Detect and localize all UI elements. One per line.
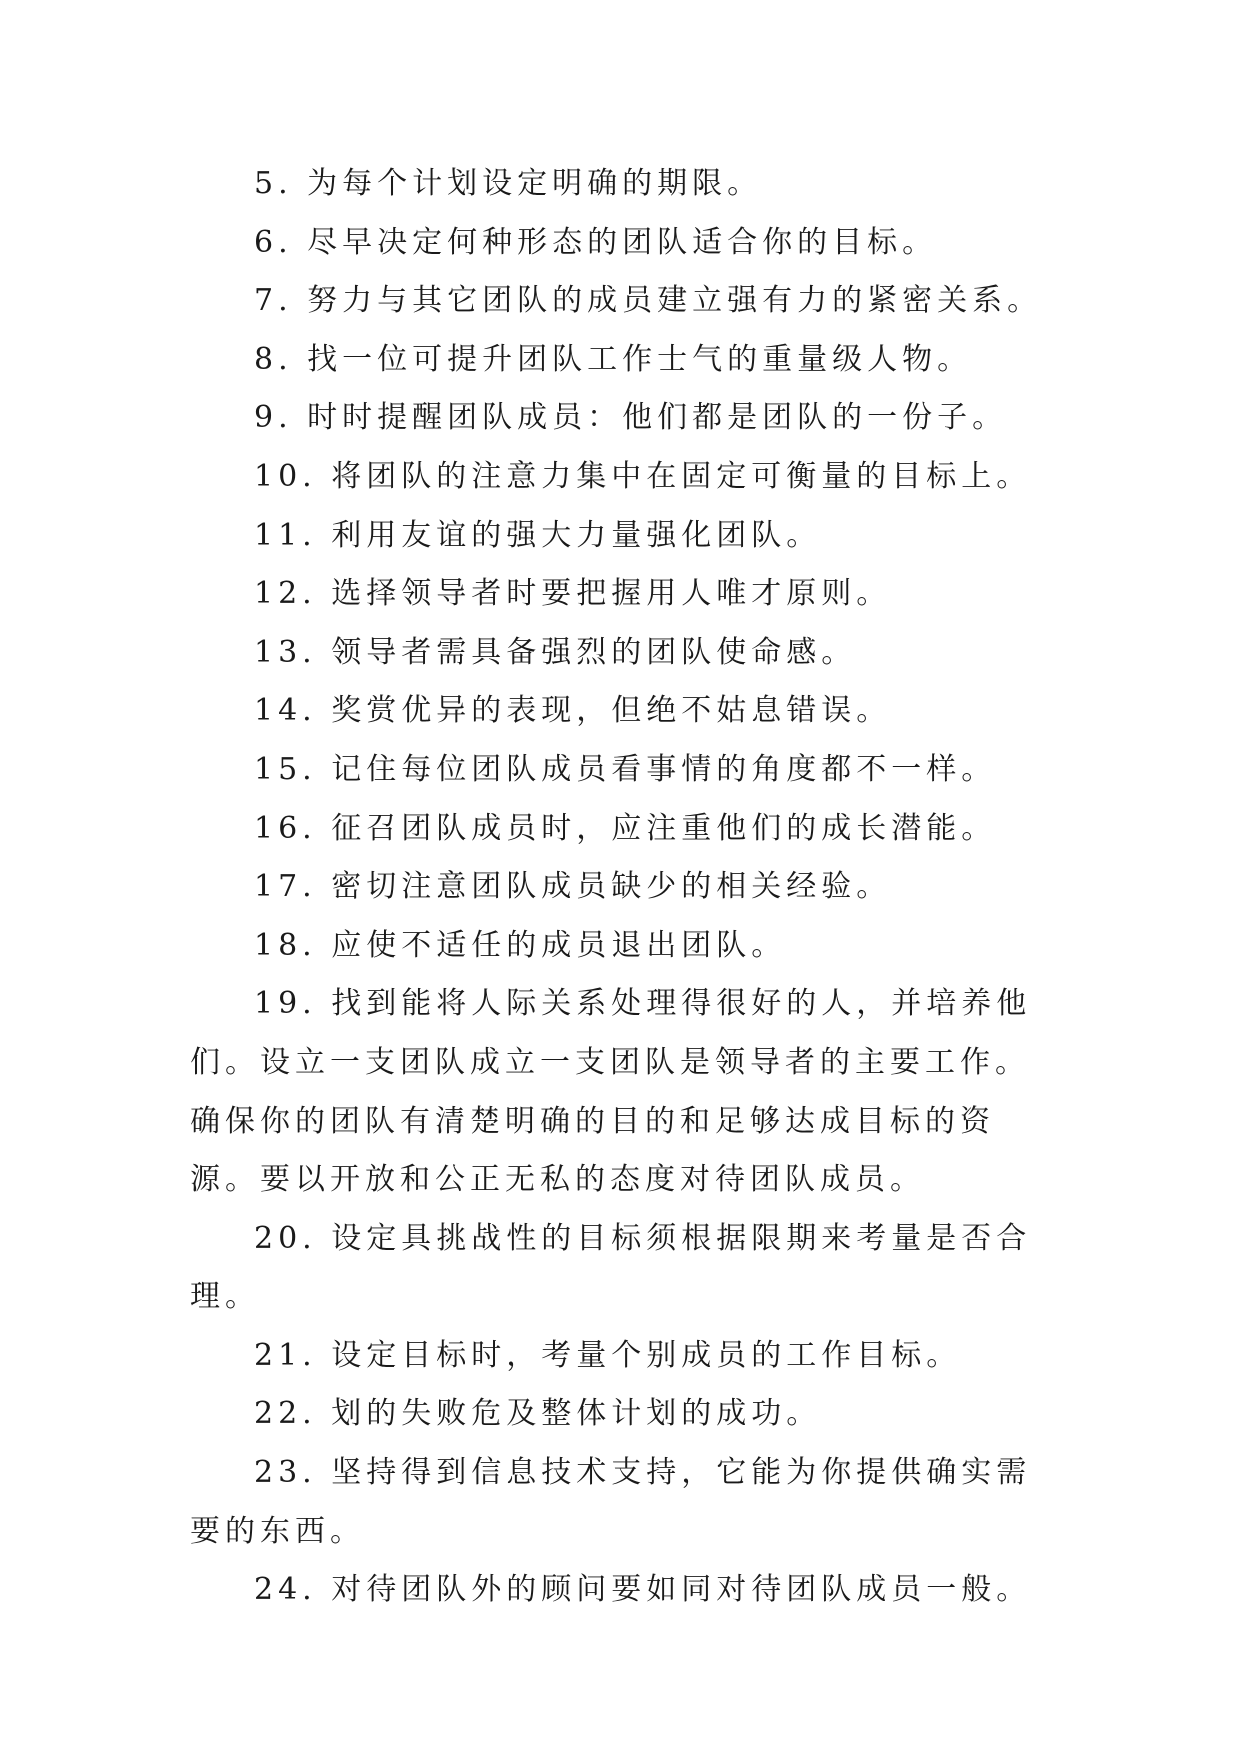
paragraph-item-14: 14. 奖赏优异的表现，但绝不姑息错误。 [254,693,892,729]
paragraph-item-12: 12. 选择领导者时要把握用人唯才原则。 [254,576,892,612]
paragraph-item-7: 7. 努力与其它团队的成员建立强有力的紧密关系。 [254,283,1043,319]
paragraph-item-11: 11. 利用友谊的强大力量强化团队。 [254,517,822,553]
paragraph-item-10: 10. 将团队的注意力集中在固定可衡量的目标上。 [254,458,1032,494]
paragraph-item-19: 19. 找到能将人际关系处理得很好的人，并培养他们。设立一支团队成立一支团队是领导者的主要工作。确保你的团队有清楚明确的目的和足够达成目标的资源。要以开放和公正无私的态度对待团队成员。 [190,986,1032,1198]
paragraph-item-5: 5. 为每个计划设定明确的期限。 [254,166,763,201]
paragraph-item-16: 16. 征召团队成员时，应注重他们的成长潜能。 [254,810,997,846]
paragraph-item-24: 24. 对待团队外的顾问要如同对待团队成员一般。 [254,1572,1032,1608]
paragraph-item-20: 20. 设定具挑战性的目标须根据限期来考量是否合理。 [190,1220,1032,1315]
paragraph-item-15: 15. 记住每位团队成员看事情的角度都不一样。 [254,751,997,787]
paragraph-item-6: 6. 尽早决定何种形态的团队适合你的目标。 [254,224,938,260]
paragraph-item-9: 9. 时时提醒团队成员：他们都是团队的一份子。 [254,400,1008,436]
paragraph-item-8: 8. 找一位可提升团队工作士气的重量级人物。 [254,341,973,377]
paragraph-item-17: 17. 密切注意团队成员缺少的相关经验。 [254,869,892,905]
paragraph-item-18: 18. 应使不适任的成员退出团队。 [254,927,787,963]
paragraph-item-13: 13. 领导者需具备强烈的团队使命感。 [254,634,857,670]
paragraph-item-22: 22. 划的失败危及整体计划的成功。 [254,1396,822,1432]
paragraph-item-23: 23. 坚持得到信息技术支持，它能为你提供确实需要的东西。 [190,1455,1032,1549]
document-body [190,155,1060,1620]
paragraph-item-21: 21. 设定目标时，考量个别成员的工作目标。 [254,1337,962,1373]
